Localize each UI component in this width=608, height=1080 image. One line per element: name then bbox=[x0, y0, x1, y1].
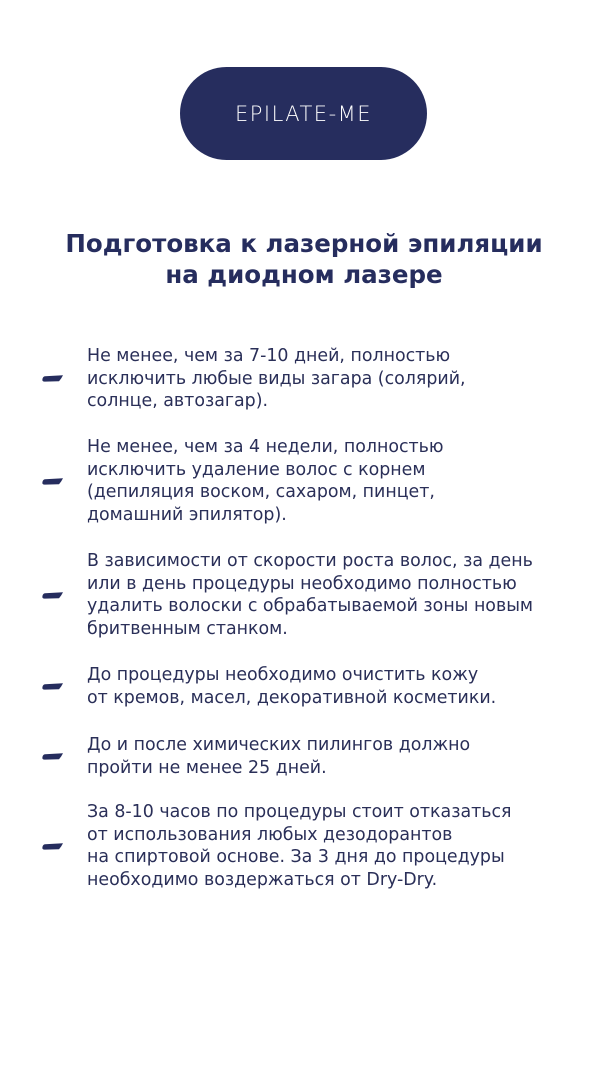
dash-bullet-icon bbox=[42, 478, 64, 485]
rule-item-2 bbox=[42, 436, 582, 526]
rule-text-4: До процедуры необходимо очистить кожу от кремов, масел, декоративной косметики. bbox=[87, 665, 497, 708]
dash-bullet-icon bbox=[42, 843, 64, 850]
dash-bullet-icon bbox=[42, 592, 64, 599]
rule-text-5: До и после химических пилингов должно пройти не менее 25 дней. bbox=[87, 735, 471, 778]
rule-text-2: Не менее, чем за 4 недели, полностью исключить удаление волос с корнем (депиляция воском, сахаром, пинцет, домашний эпилятор). bbox=[87, 437, 444, 525]
page-title-line-2: на диодном лазере bbox=[165, 260, 443, 289]
rule-text-3: В зависимости от скорости роста волос, за день или в день процедуры необходимо полностью удалить волоски с обрабатываемой зоны новым бритвенным станком. bbox=[87, 551, 534, 639]
dash-bullet-icon bbox=[42, 753, 64, 760]
logo-text: EPILATE-ME bbox=[234, 101, 373, 126]
rule-text-6: За 8-10 часов по процедуры стоит отказаться от использования любых дезодорантов на спиртовой основе. За 3 дня до процедуры необходимо воздержаться от Dry-Dry. bbox=[87, 802, 512, 890]
page-title-line-1: Подготовка к лазерной эпиляции bbox=[65, 229, 543, 258]
rule-item-1 bbox=[42, 345, 582, 413]
rule-item-5 bbox=[42, 734, 582, 779]
rule-item-4 bbox=[42, 664, 582, 709]
rule-text-1: Не менее, чем за 7-10 дней, полностью исключить любые виды загара (солярий, солнце, автозагар). bbox=[87, 346, 466, 412]
dash-bullet-icon bbox=[42, 375, 64, 382]
dash-bullet-icon bbox=[42, 683, 64, 690]
rule-item-6 bbox=[42, 801, 582, 891]
rule-item-3 bbox=[42, 550, 582, 640]
